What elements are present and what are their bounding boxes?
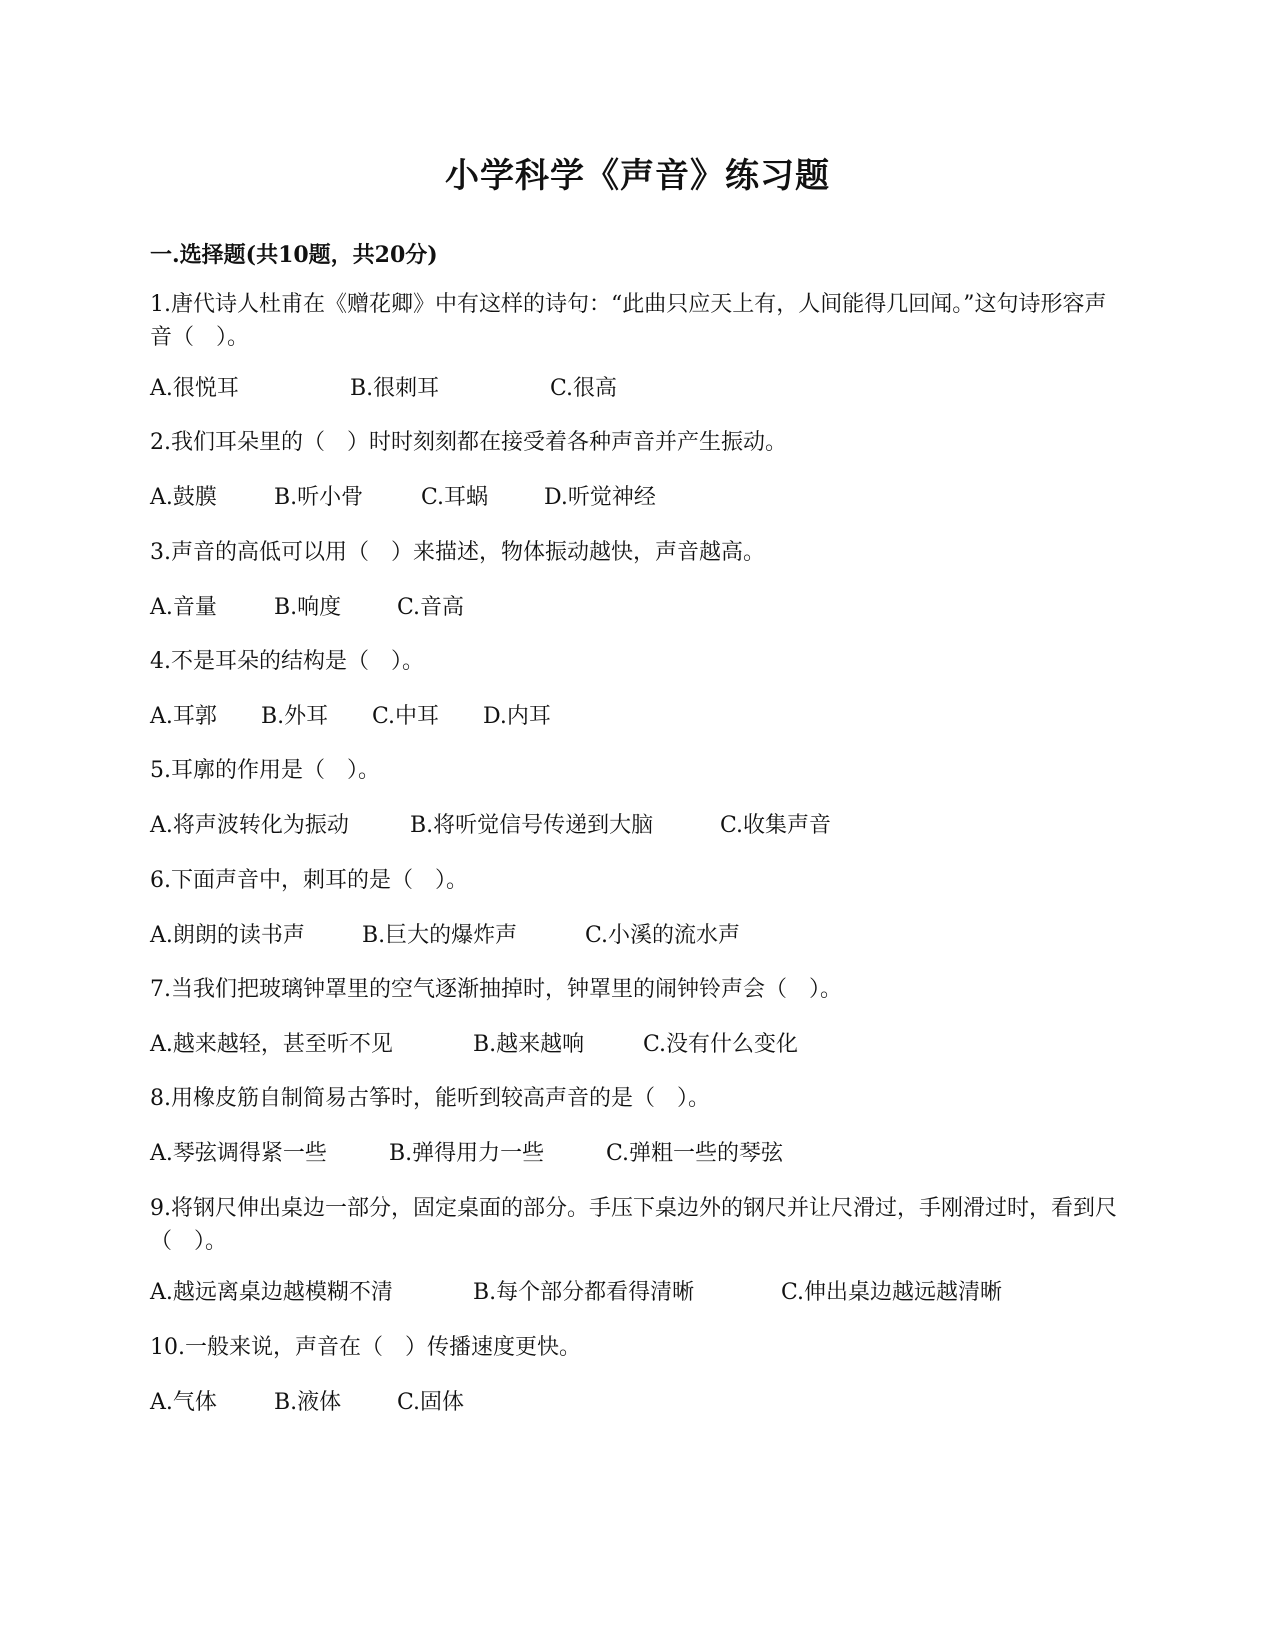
question-3: 3.声音的高低可以用（ ）来描述，物体振动越快，声音越高。 [150, 540, 765, 565]
options-6 [150, 921, 740, 951]
question-10: 10.一般来说，声音在（ ）传播速度更快。 [150, 1335, 581, 1360]
option-10-a: A.气体 [150, 1390, 217, 1415]
option-7-b: B.越来越响 [473, 1032, 585, 1057]
option-3-c: C.音高 [397, 595, 465, 620]
option-9-c: C.伸出桌边越远越清晰 [781, 1280, 1003, 1305]
option-10-c: C.固体 [397, 1390, 465, 1415]
option-5-a: A.将声波转化为振动 [150, 813, 349, 838]
option-4-a: A.耳郭 [150, 704, 217, 729]
option-7-c: C.没有什么变化 [643, 1032, 799, 1057]
option-8-b: B.弹得用力一些 [389, 1141, 545, 1166]
option-4-d: D.内耳 [483, 704, 551, 729]
question-4: 4.不是耳朵的结构是（ ）。 [150, 649, 424, 674]
options-4 [150, 702, 551, 732]
option-4-c: C.中耳 [372, 704, 440, 729]
option-8-c: C.弹粗一些的琴弦 [606, 1141, 784, 1166]
option-3-a: A.音量 [150, 595, 217, 620]
option-6-c: C.小溪的流水声 [585, 923, 741, 948]
options-1 [150, 374, 617, 404]
option-4-b: B.外耳 [261, 704, 329, 729]
question-6: 6.下面声音中，刺耳的是（ ）。 [150, 868, 468, 893]
option-5-c: C.收集声音 [720, 813, 832, 838]
options-8 [150, 1139, 783, 1169]
question-9: 9.将钢尺伸出桌边一部分，固定桌面的部分。手压下桌边外的钢尺并让尺滑过，手刚滑过时，看到尺（ ）。 [150, 1196, 1117, 1254]
question-5: 5.耳廓的作用是（ ）。 [150, 758, 380, 783]
option-8-a: A.琴弦调得紧一些 [150, 1141, 327, 1166]
question-1: 1.唐代诗人杜甫在《赠花卿》中有这样的诗句：“此曲只应天上有，人间能得几回闻。”这句诗形容声音（ ）。 [150, 292, 1107, 350]
question-7: 7.当我们把玻璃钟罩里的空气逐渐抽掉时，钟罩里的闹钟铃声会（ ）。 [150, 977, 842, 1002]
option-1-a: A.很悦耳 [150, 376, 239, 401]
options-5 [150, 811, 831, 841]
section-heading: 一.选择题(共10题，共20分) [150, 242, 438, 268]
question-8: 8.用橡皮筋自制简易古筝时，能听到较高声音的是（ ）。 [150, 1086, 710, 1111]
option-2-d: D.听觉神经 [544, 485, 656, 510]
option-9-b: B.每个部分都看得清晰 [473, 1280, 695, 1305]
question-2: 2.我们耳朵里的（ ）时时刻刻都在接受着各种声音并产生振动。 [150, 430, 787, 455]
options-7 [150, 1030, 798, 1060]
option-2-b: B.听小骨 [274, 485, 364, 510]
option-10-b: B.液体 [274, 1390, 342, 1415]
option-1-b: B.很刺耳 [350, 376, 440, 401]
option-5-b: B.将听觉信号传递到大脑 [410, 813, 654, 838]
option-6-a: A.朗朗的读书声 [150, 923, 305, 948]
option-2-a: A.鼓膜 [150, 485, 217, 510]
option-7-a: A.越来越轻，甚至听不见 [150, 1032, 393, 1057]
options-3 [150, 593, 464, 623]
option-3-b: B.响度 [274, 595, 342, 620]
option-6-b: B.巨大的爆炸声 [362, 923, 518, 948]
options-10 [150, 1388, 464, 1418]
option-2-c: C.耳蜗 [421, 485, 489, 510]
option-9-a: A.越远离桌边越模糊不清 [150, 1280, 393, 1305]
option-1-c: C.很高 [550, 376, 618, 401]
options-9 [150, 1278, 1002, 1308]
options-2 [150, 483, 656, 513]
page-title: 小学科学《声音》练习题 [445, 156, 830, 196]
